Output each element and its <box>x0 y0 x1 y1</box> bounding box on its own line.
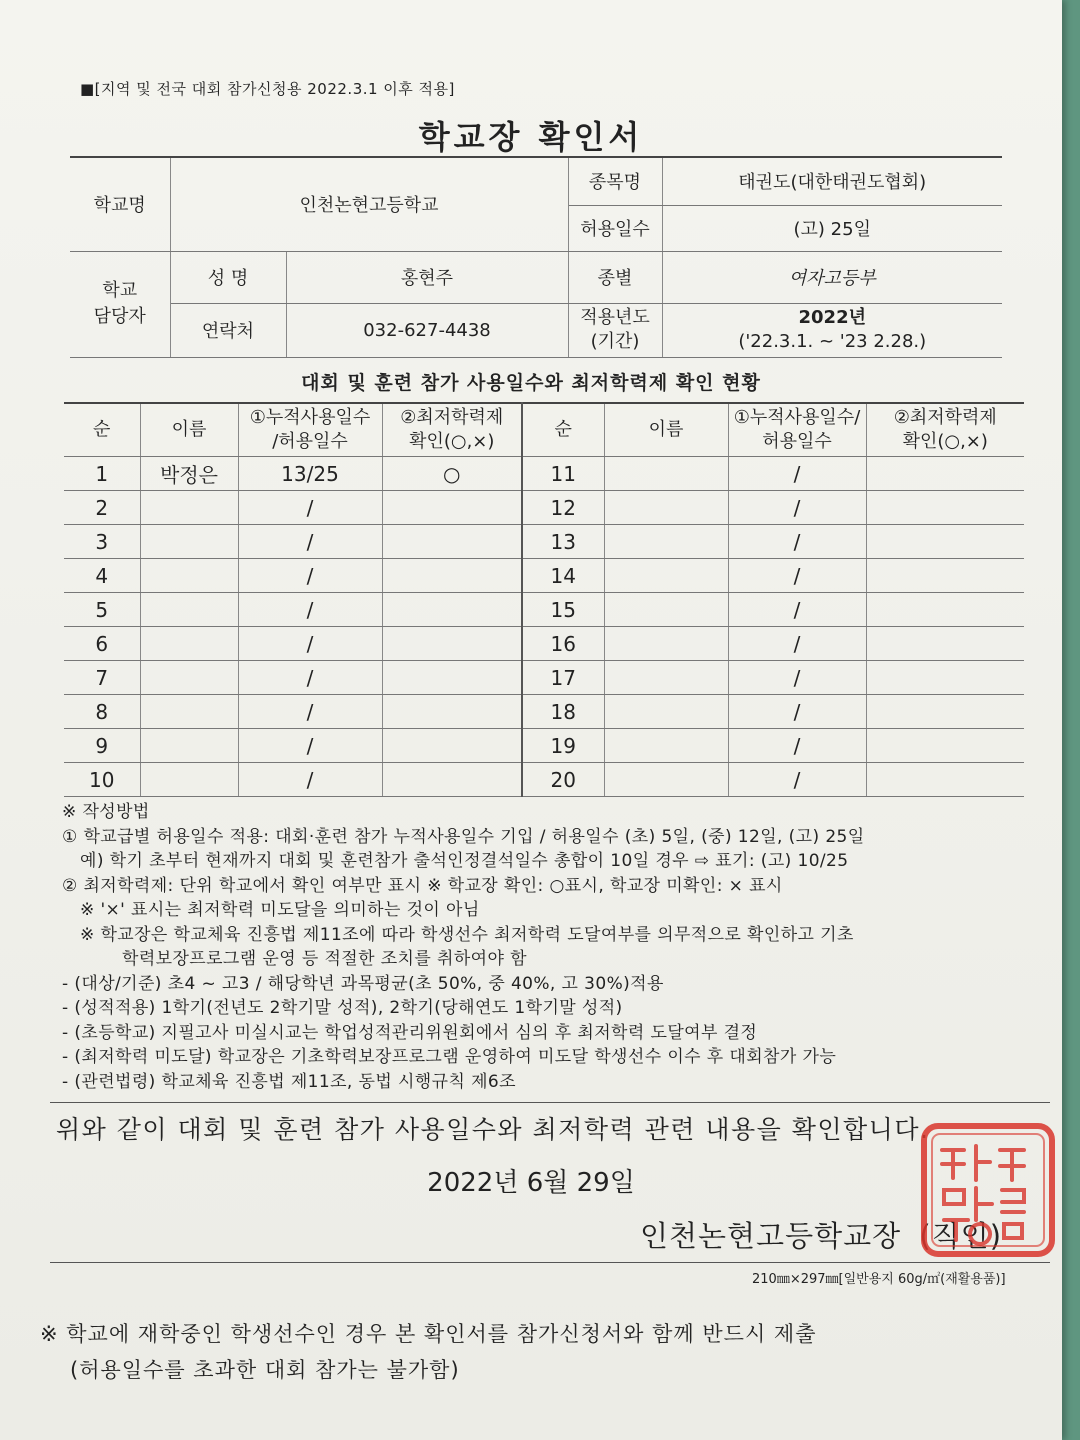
header-days-right: ①누적사용일수/ 허용일수 <box>728 403 866 457</box>
row-days-right: / <box>728 661 866 695</box>
detail-3: - (초등학교) 지필고사 미실시교는 학업성적관리위원회에서 심의 후 최저학력 도달여부 결정 <box>62 1022 758 1043</box>
row-days-right: / <box>728 695 866 729</box>
row-days-right: / <box>728 593 866 627</box>
notes-heading: ※ 작성방법 <box>62 802 150 822</box>
row-check-right <box>866 661 1024 695</box>
row-days: 13/25 <box>238 457 382 491</box>
table-row <box>64 763 1024 797</box>
row-no: 7 <box>64 661 140 695</box>
header-no: 순 <box>64 403 140 457</box>
footer-note <box>40 1316 817 1388</box>
row-days: / <box>238 559 382 593</box>
detail-2: - (성적적용) 1학기(전년도 2학기말 성적), 2학기(당해연도 1학기말 성적) <box>62 998 623 1018</box>
row-days: / <box>238 695 382 729</box>
row-check <box>382 729 522 763</box>
detail-1: - (대상/기준) 초4 ~ 고3 / 해당학년 과목평균(초 50%, 중 40%, 고 30%)적용 <box>62 973 664 994</box>
note-2: ② 최저학력제: 단위 학교에서 확인 여부만 표시 ※ 학교장 확인: ○표시, 학교장 미확인: × 표시 <box>62 875 783 896</box>
header-name-right: 이름 <box>604 403 728 457</box>
row-no: 5 <box>64 593 140 627</box>
row-no: 3 <box>64 525 140 559</box>
division-value: 여자고등부 <box>662 251 1002 303</box>
detail-5: - (관련법령) 학교체육 진흥법 제11조, 동법 시행규칙 제6조 <box>62 1071 516 1092</box>
row-name <box>140 763 238 797</box>
row-no: 6 <box>64 627 140 661</box>
notes-section <box>62 800 865 1094</box>
name-label: 성 명 <box>170 251 286 303</box>
note-2-b: ※ 학교장은 학교체육 진흥법 제11조에 따라 학생선수 최저학력 도달여부를 의무적으로 확인하고 기초 <box>80 924 854 945</box>
row-name-right <box>604 525 728 559</box>
row-no: 1 <box>64 457 140 491</box>
division-label: 종별 <box>568 251 662 303</box>
row-check-right <box>866 763 1024 797</box>
official-seal <box>918 1120 1058 1260</box>
row-name <box>140 627 238 661</box>
row-no-right: 15 <box>522 593 604 627</box>
row-name-right <box>604 559 728 593</box>
participation-table <box>64 402 1024 797</box>
table-row <box>64 593 1024 627</box>
contact-label: 연락처 <box>170 303 286 357</box>
row-no-right: 12 <box>522 491 604 525</box>
row-days-right: / <box>728 491 866 525</box>
row-days: / <box>238 627 382 661</box>
row-name <box>140 491 238 525</box>
row-name-right <box>604 457 728 491</box>
table-row <box>64 627 1024 661</box>
year-cell <box>662 303 1002 357</box>
row-name <box>140 729 238 763</box>
row-check-right <box>866 729 1024 763</box>
row-name-right <box>604 593 728 627</box>
allowed-value: (고) 25일 <box>662 205 1002 251</box>
allowed-label: 허용일수 <box>568 205 662 251</box>
table-header-row <box>64 403 1024 457</box>
divider-top <box>50 1102 1050 1103</box>
seal-stamp-icon <box>918 1120 1058 1260</box>
row-no: 9 <box>64 729 140 763</box>
row-days-right: / <box>728 457 866 491</box>
school-label: 학교명 <box>70 157 170 251</box>
row-check-right <box>866 593 1024 627</box>
row-no: 2 <box>64 491 140 525</box>
row-days-right: / <box>728 729 866 763</box>
row-name-right <box>604 627 728 661</box>
row-check <box>382 695 522 729</box>
row-days: / <box>238 729 382 763</box>
row-name <box>140 525 238 559</box>
row-name <box>140 593 238 627</box>
seal-placeholder: (직인) <box>919 1219 1003 1253</box>
row-check-right <box>866 695 1024 729</box>
table-row <box>64 661 1024 695</box>
row-check <box>382 491 522 525</box>
note-1: ① 학교급별 허용일수 적용: 대회·훈련 참가 누적사용일수 기입 / 허용일수 (초) 5일, (중) 12일, (고) 25일 <box>62 826 865 847</box>
row-check <box>382 559 522 593</box>
row-name <box>140 695 238 729</box>
row-no-right: 20 <box>522 763 604 797</box>
row-days-right: / <box>728 559 866 593</box>
table-row <box>64 695 1024 729</box>
row-name-right <box>604 729 728 763</box>
header-note: ■[지역 및 전국 대회 참가신청용 2022.3.1 이후 적용] <box>80 80 455 98</box>
header-name: 이름 <box>140 403 238 457</box>
row-name <box>140 661 238 695</box>
table-row <box>64 559 1024 593</box>
row-days: / <box>238 525 382 559</box>
footer-line-2: (허용일수를 초과한 대회 참가는 불가함) <box>70 1358 460 1382</box>
row-days-right: / <box>728 525 866 559</box>
header-no-right: 순 <box>522 403 604 457</box>
row-check-right <box>866 627 1024 661</box>
detail-4: - (최저학력 미도달) 학교장은 기초학력보장프로그램 운영하여 미도달 학생선수 이수 후 대회참가 가능 <box>62 1047 837 1067</box>
paper-spec: 210㎜×297㎜[일반용지 60g/㎡(재활용품)] <box>752 1272 1006 1287</box>
note-1-example: 예) 학기 초부터 현재까지 대회 및 훈련참가 출석인정결석일수 총합이 10일 경우 ⇨ 표기: (고) 10/25 <box>80 851 849 871</box>
table-row <box>64 491 1024 525</box>
name-value: 홍현주 <box>286 251 568 303</box>
divider-bottom <box>50 1262 1050 1263</box>
row-name-right <box>604 763 728 797</box>
row-name-right <box>604 491 728 525</box>
issue-date: 2022년 6월 29일 <box>427 1168 635 1198</box>
row-no-right: 16 <box>522 627 604 661</box>
confirm-text: 위와 같이 대회 및 훈련 참가 사용일수와 최저학력 관련 내용을 확인합니다. <box>56 1115 930 1144</box>
signer-name: 인천논현고등학교장 <box>640 1219 902 1253</box>
table-row <box>64 729 1024 763</box>
period-value: ('22.3.1. ~ '23 2.28.) <box>738 331 927 352</box>
footer-line-1: ※ 학교에 재학중인 학생선수인 경우 본 확인서를 참가신청서와 함께 반드시 제출 <box>40 1322 817 1346</box>
row-days: / <box>238 593 382 627</box>
year-value: 2022년 <box>798 307 866 328</box>
row-days: / <box>238 491 382 525</box>
row-check <box>382 661 522 695</box>
row-check-right <box>866 457 1024 491</box>
row-days-right: / <box>728 763 866 797</box>
sport-value: 태권도(대한태권도협회) <box>662 157 1002 205</box>
note-2-b-cont: 학력보장프로그램 운영 등 적절한 조치를 취하여야 함 <box>122 949 527 969</box>
row-name-right <box>604 695 728 729</box>
header-check-right: ②최저학력제 확인(○,×) <box>866 403 1024 457</box>
document-title: 학교장 확인서 <box>418 118 644 156</box>
row-name-right <box>604 661 728 695</box>
row-no: 10 <box>64 763 140 797</box>
row-no-right: 17 <box>522 661 604 695</box>
row-check-right <box>866 491 1024 525</box>
row-name <box>140 559 238 593</box>
contact-value: 032-627-4438 <box>286 303 568 357</box>
row-days: / <box>238 763 382 797</box>
row-no-right: 13 <box>522 525 604 559</box>
sport-label: 종목명 <box>568 157 662 205</box>
row-days: / <box>238 661 382 695</box>
row-no-right: 11 <box>522 457 604 491</box>
row-no-right: 18 <box>522 695 604 729</box>
row-no: 8 <box>64 695 140 729</box>
row-check <box>382 593 522 627</box>
header-check: ②최저학력제 확인(○,×) <box>382 403 522 457</box>
header-days: ①누적사용일수 /허용일수 <box>238 403 382 457</box>
manager-label: 학교 담당자 <box>70 251 170 357</box>
row-check <box>382 525 522 559</box>
row-check-right <box>866 525 1024 559</box>
school-value: 인천논현고등학교 <box>170 157 568 251</box>
row-name: 박정은 <box>140 457 238 491</box>
table-row <box>64 525 1024 559</box>
note-2-a: ※ '×' 표시는 최저학력 미도달을 의미하는 것이 아님 <box>80 900 480 920</box>
row-check-right <box>866 559 1024 593</box>
section-title: 대회 및 훈련 참가 사용일수와 최저학력제 확인 현황 <box>301 372 761 394</box>
info-table <box>70 156 1002 358</box>
row-no: 4 <box>64 559 140 593</box>
row-check: ○ <box>382 457 522 491</box>
year-label: 적용년도 (기간) <box>568 303 662 357</box>
row-days-right: / <box>728 627 866 661</box>
row-no-right: 14 <box>522 559 604 593</box>
row-no-right: 19 <box>522 729 604 763</box>
table-row <box>64 457 1024 491</box>
row-check <box>382 627 522 661</box>
row-check <box>382 763 522 797</box>
table-body <box>64 457 1024 797</box>
